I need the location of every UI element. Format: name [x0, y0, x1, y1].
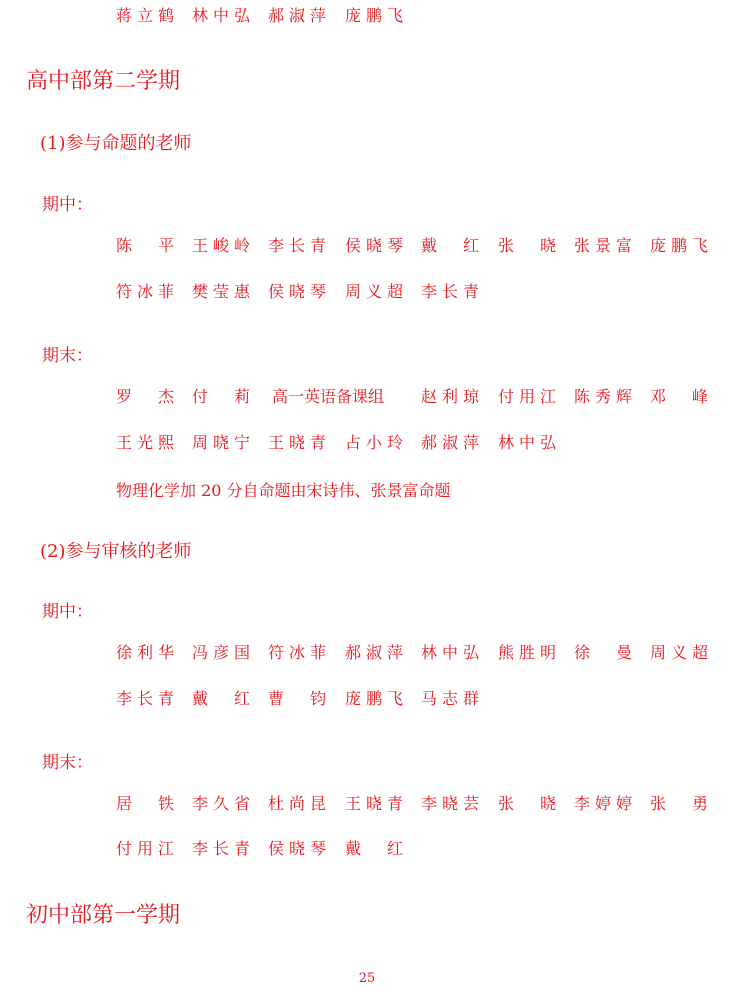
- teacher-name: 戴红: [192, 689, 250, 708]
- teacher-name: 蒋立鹤: [116, 6, 174, 25]
- teacher-name: 郝淑萍: [345, 643, 403, 662]
- teacher-name: 周晓宁: [192, 433, 250, 452]
- teacher-name: 李长青: [268, 236, 326, 255]
- teacher-name: 庞鹏飞: [345, 6, 403, 25]
- teacher-name: 王光熙: [116, 433, 174, 452]
- teacher-name: 李久省: [192, 794, 250, 813]
- teacher-name: 居铁: [116, 794, 174, 813]
- teacher-name: 戴红: [345, 839, 403, 858]
- teacher-name: 付用江: [116, 839, 174, 858]
- teacher-name: 庞鹏飞: [345, 689, 403, 708]
- teacher-name: 张晓: [498, 236, 556, 255]
- section-title-middle-school-term1: 初中部第一学期: [26, 903, 181, 928]
- teacher-name: 赵利琼: [421, 387, 479, 406]
- teacher-name: 戴红: [421, 236, 479, 255]
- teacher-name: 林中弘: [421, 643, 479, 662]
- teacher-name: 王晓青: [345, 794, 403, 813]
- teacher-name: 庞鹏飞: [650, 236, 708, 255]
- teacher-name: 李长青: [421, 282, 479, 301]
- teacher-name: 李晓芸: [421, 794, 479, 813]
- teacher-name: 李婷婷: [574, 794, 632, 813]
- teacher-name: 林中弘: [498, 433, 556, 452]
- teacher-name: 李长青: [116, 689, 174, 708]
- note-physics-chemistry: 物理化学加 20 分自命题由宋诗伟、张景富命题: [116, 481, 451, 500]
- teacher-name: 林中弘: [192, 6, 250, 25]
- teacher-name: 徐利华: [116, 643, 174, 662]
- label-final: 期末：: [42, 346, 93, 366]
- section-title-high-school-term2: 高中部第二学期: [26, 69, 181, 94]
- teacher-name: 徐曼: [574, 643, 632, 662]
- teacher-name: 冯彦国: [192, 643, 250, 662]
- teacher-name: 侯晓琴: [268, 282, 326, 301]
- teacher-name: 张景富: [574, 236, 632, 255]
- page-number: 25: [358, 971, 376, 986]
- teacher-name: 张晓: [498, 794, 556, 813]
- teacher-name: 马志群: [421, 689, 479, 708]
- teacher-name: 樊莹惠: [192, 282, 250, 301]
- teacher-name: 侯晓琴: [268, 839, 326, 858]
- label-final: 期末：: [42, 753, 93, 773]
- label-midterm: 期中：: [42, 195, 93, 215]
- teacher-name: 陈秀辉: [574, 387, 632, 406]
- teacher-name: 王晓青: [268, 433, 326, 452]
- teacher-name: 周义超: [650, 643, 708, 662]
- label-midterm: 期中：: [42, 602, 93, 622]
- teacher-name: 罗杰: [116, 387, 174, 406]
- subheading-question-setters: (1)参与命题的老师: [40, 133, 192, 154]
- teacher-name: 符冰菲: [116, 282, 174, 301]
- teacher-name: 熊胜明: [498, 643, 556, 662]
- teacher-name: 郝淑萍: [421, 433, 479, 452]
- teacher-name: 占小玲: [345, 433, 403, 452]
- teacher-name: 李长青: [192, 839, 250, 858]
- teacher-name: 陈平: [116, 236, 174, 255]
- teacher-group-name: 高一英语备课组: [272, 387, 385, 406]
- teacher-name: 周义超: [345, 282, 403, 301]
- teacher-name: 张勇: [650, 794, 708, 813]
- teacher-name: 杜尚昆: [268, 794, 326, 813]
- teacher-name: 邓峰: [650, 387, 708, 406]
- teacher-name: 王峻岭: [192, 236, 250, 255]
- teacher-name: 符冰菲: [268, 643, 326, 662]
- teacher-name: 付用江: [498, 387, 556, 406]
- teacher-name: 付莉: [192, 387, 250, 406]
- teacher-name: 侯晓琴: [345, 236, 403, 255]
- teacher-name: 郝淑萍: [268, 6, 326, 25]
- subheading-reviewers: (2)参与审核的老师: [40, 541, 192, 562]
- teacher-name: 曹钧: [268, 689, 326, 708]
